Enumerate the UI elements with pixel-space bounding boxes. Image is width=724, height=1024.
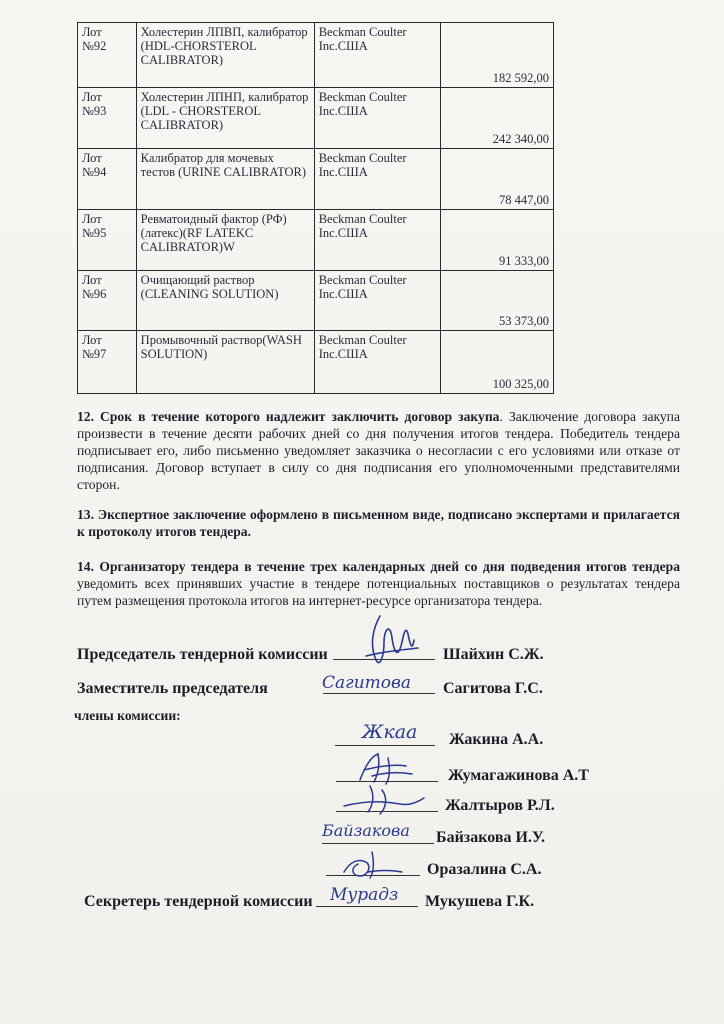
lots-table <box>77 22 554 394</box>
manufacturer-cell: Beckman Coulter Inc.США <box>314 149 440 210</box>
manufacturer-cell: Beckman Coulter Inc.США <box>314 331 440 394</box>
member-1-signature <box>358 718 448 746</box>
member-1-name: Жакина А.А. <box>449 731 544 748</box>
section-14-heading: 14. Организатору тендера в течение трех календарных дней со дня подведения итогов тендера <box>77 559 680 574</box>
price-cell: 242 340,00 <box>440 88 553 149</box>
lot-number-cell: Лот №92 <box>78 23 137 88</box>
manufacturer-cell: Beckman Coulter Inc.США <box>314 210 440 271</box>
manufacturer-cell: Beckman Coulter Inc.США <box>314 88 440 149</box>
lot-number-cell: Лот №96 <box>78 271 137 331</box>
lot-number-cell: Лот №97 <box>78 331 137 394</box>
table-row <box>78 210 554 271</box>
deputy-signature-text: Сагитова <box>322 673 412 693</box>
member-4-signature-text: Байзакова <box>322 821 410 840</box>
manufacturer-cell: Beckman Coulter Inc.США <box>314 23 440 88</box>
member-5-name: Оразалина С.А. <box>427 861 542 878</box>
section-14-body: уведомить всех принявших участие в тендере потенциальных поставщиков о результатах тендера путем размещения протокола итогов на интернет-ресурсе организатора тендера. <box>77 576 680 608</box>
section-13 <box>77 506 680 540</box>
section-12-body: . Заключение договора закупа произвести в течение десяти рабочих дней со дня получения итогов тендера. Победитель тендера подписывает его, либо письменно уведомляет заказчика о несогласии с его условиями или отказе от подписания. Договор вступает в силу со дня подписания его уполномоченными представителями сторон. <box>77 409 680 492</box>
member-3-signature <box>340 782 430 816</box>
section-14 <box>77 558 680 609</box>
item-name-cell: Холестерин ЛПВП, калибратор (HDL-CHORSTEROL CALIBRATOR) <box>136 23 314 88</box>
price-cell: 91 333,00 <box>440 210 553 271</box>
table-row <box>78 271 554 331</box>
price-cell: 182 592,00 <box>440 23 553 88</box>
secretary-signature <box>328 880 418 910</box>
member-4-name: Байзакова И.У. <box>436 829 546 846</box>
member-2-name: Жумагажинова А.Т <box>448 767 589 784</box>
member-5-signature <box>338 848 408 880</box>
item-name-cell: Ревматоидный фактор (РФ) (латекс)(RF LATEKC CALIBRATOR)W <box>136 210 314 271</box>
secretary-signature-text: Мурадз <box>330 885 399 905</box>
deputy-role: Заместитель председателя <box>77 680 268 697</box>
price-cell: 100 325,00 <box>440 331 553 394</box>
lot-number-cell: Лот №95 <box>78 210 137 271</box>
price-cell: 78 447,00 <box>440 149 553 210</box>
item-name-cell: Очищающий раствор (CLEANING SOLUTION) <box>136 271 314 331</box>
deputy-signature <box>320 668 430 696</box>
section-12 <box>77 408 680 493</box>
member-4-signature <box>320 816 434 846</box>
member-3-name: Жалтыров Р.Л. <box>445 797 555 814</box>
members-label: члены комиссии: <box>74 708 181 723</box>
section-12-number: 12 <box>77 409 91 424</box>
section-13-text: 13. Экспертное заключение оформлено в письменном виде, подписано экспертами и прилагается к протоколу итогов тендера. <box>77 507 680 539</box>
chair-role: Председатель тендерной комиссии <box>77 646 328 663</box>
member-1-signature-text: Жкаа <box>362 721 418 743</box>
secretary-role: Секретерь тендерной комиссии <box>84 893 313 910</box>
price-cell: 53 373,00 <box>440 271 553 331</box>
secretary-name: Мукушева Г.К. <box>425 893 535 910</box>
table-row <box>78 23 554 88</box>
table-row <box>78 149 554 210</box>
item-name-cell: Холестерин ЛПНП, калибратор (LDL - CHORSTEROL CALIBRATOR) <box>136 88 314 149</box>
table-row <box>78 331 554 394</box>
item-name-cell: Промывочный раствор(WASH SOLUTION) <box>136 331 314 394</box>
table-row <box>78 88 554 149</box>
chair-signature <box>362 612 422 670</box>
lot-number-cell: Лот №93 <box>78 88 137 149</box>
deputy-name: Сагитова Г.С. <box>443 680 543 697</box>
member-2-signature <box>350 750 420 786</box>
lot-number-cell: Лот №94 <box>78 149 137 210</box>
section-12-heading: . Срок в течение которого надлежит заключить договор закупа <box>90 409 500 424</box>
item-name-cell: Калибратор для мочевых тестов (URINE CALIBRATOR) <box>136 149 314 210</box>
manufacturer-cell: Beckman Coulter Inc.США <box>314 271 440 331</box>
chair-name: Шайхин С.Ж. <box>443 646 544 663</box>
